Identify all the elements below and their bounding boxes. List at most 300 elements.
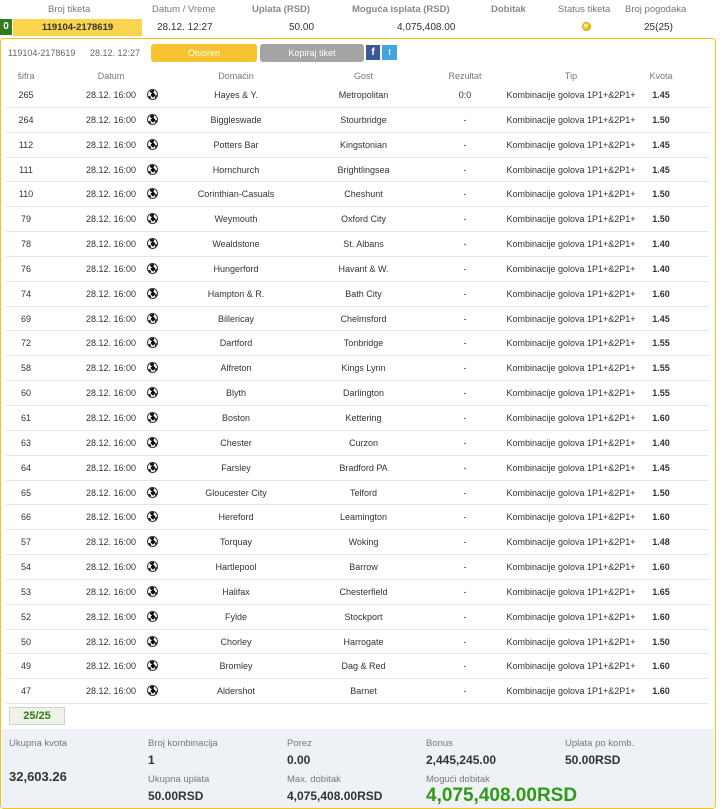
soccer-ball-icon: [147, 213, 158, 224]
match-odds: 1.50: [652, 636, 670, 647]
match-tip: Kombinacije golova 1P1+&2P1+: [506, 537, 636, 548]
match-home-team: Billericay: [217, 313, 254, 324]
max-win-label: Max. dobitak: [287, 774, 341, 785]
match-id: 111: [19, 164, 33, 175]
match-id: 265: [18, 90, 34, 100]
table-row[interactable]: [6, 307, 708, 332]
match-home-team: Potters Bar: [213, 139, 259, 150]
match-away-team: Harrogate: [343, 636, 384, 647]
soccer-ball-icon: [147, 238, 159, 250]
soccer-ball-icon: [147, 660, 159, 672]
match-away-team: Bradford PA: [339, 462, 388, 473]
match-tip: Kombinacije golova 1P1+&2P1+: [506, 388, 636, 399]
match-home-team: Weymouth: [214, 214, 258, 225]
match-date: 28.12. 16:00: [85, 288, 137, 299]
soccer-ball-icon: [147, 412, 158, 423]
match-id: 54: [20, 562, 31, 573]
match-home-team: Hayes & Y.: [214, 90, 258, 100]
soccer-ball-icon: [147, 139, 159, 151]
match-result: -: [463, 239, 467, 250]
match-away-team: Chesterfield: [339, 586, 388, 597]
match-date: 28.12. 16:00: [85, 661, 137, 672]
table-row[interactable]: [6, 257, 708, 282]
panel-ticket-datetime: 28.12. 12:27: [90, 48, 141, 58]
match-date: 28.12. 16:00: [85, 114, 137, 125]
match-result: -: [463, 412, 467, 423]
match-odds: 1.45: [652, 462, 670, 473]
match-date: 28.12. 16:00: [85, 412, 137, 423]
match-away-team: Darlington: [342, 388, 385, 399]
table-row[interactable]: [6, 282, 708, 307]
match-odds: 1.55: [652, 388, 670, 399]
match-date: 28.12. 16:00: [85, 90, 137, 100]
bonus-label: Bonus: [426, 738, 453, 749]
match-tip: Kombinacije golova 1P1+&2P1+: [506, 189, 636, 200]
match-away-team: Telford: [349, 487, 377, 498]
match-away-team: Kettering: [345, 412, 382, 423]
th-id: šifra: [17, 71, 35, 81]
match-id: 264: [18, 114, 34, 125]
match-result: -: [463, 164, 467, 175]
table-row[interactable]: [6, 381, 708, 406]
match-odds: 1.55: [652, 363, 670, 374]
match-result: -: [463, 288, 467, 299]
matches-table-header: [6, 71, 708, 83]
table-row[interactable]: [6, 605, 708, 630]
match-id: 110: [18, 189, 34, 200]
match-result: -: [463, 512, 467, 523]
match-odds: 1.60: [652, 288, 670, 299]
match-odds: 1.50: [652, 189, 670, 200]
match-date: 28.12. 16:00: [85, 487, 137, 498]
possible-win-value: 4,075,408.00RSD: [426, 785, 578, 806]
match-home-team: Hornchurch: [212, 164, 260, 175]
match-tip: Kombinacije golova 1P1+&2P1+: [506, 636, 636, 647]
match-odds: 1.60: [652, 562, 670, 573]
table-row[interactable]: [6, 356, 708, 381]
match-odds: 1.50: [652, 214, 670, 225]
match-away-team: Woking: [348, 537, 379, 548]
soccer-ball-icon: [147, 139, 158, 150]
match-id: 79: [20, 214, 31, 225]
match-odds: 1.65: [652, 586, 670, 597]
table-row[interactable]: [6, 406, 708, 431]
match-id: 58: [20, 363, 31, 374]
total-odds-label: Ukupna kvota: [9, 738, 68, 749]
match-away-team: Cheshunt: [344, 189, 383, 200]
match-away-team: Curzon: [348, 437, 378, 448]
ticket-summary-row[interactable]: [0, 17, 716, 38]
soccer-ball-icon: [147, 636, 158, 647]
match-home-team: Chester: [220, 437, 252, 448]
twitter-share-icon[interactable]: t: [382, 45, 397, 60]
th-result: Rezultat: [448, 71, 482, 81]
soccer-ball-icon: [147, 387, 159, 399]
total-payment-label: Ukupna uplata: [148, 774, 210, 785]
match-date: 28.12. 16:00: [85, 512, 137, 523]
soccer-ball-icon: [147, 437, 158, 448]
match-odds: 1.55: [652, 338, 670, 349]
match-odds: 1.50: [652, 114, 670, 125]
match-date: 28.12. 16:00: [85, 313, 137, 324]
th-date: Datum: [97, 71, 125, 81]
match-odds: 1.60: [652, 412, 670, 423]
tax-value: 0.00: [287, 753, 311, 767]
match-id: 47: [20, 686, 31, 697]
ticket-list-header: [0, 0, 716, 17]
table-row[interactable]: [6, 431, 708, 456]
soccer-ball-icon: [147, 387, 158, 398]
match-odds: 1.50: [652, 487, 670, 498]
match-date: 28.12. 16:00: [85, 388, 137, 399]
col-win-header: Dobitak: [491, 4, 526, 15]
table-row[interactable]: [6, 108, 708, 133]
match-away-team: Bath City: [345, 288, 382, 299]
match-result: -: [463, 636, 467, 647]
match-odds: 1.60: [652, 686, 670, 697]
match-home-team: Halifax: [222, 586, 250, 597]
soccer-ball-icon: [147, 536, 158, 547]
match-tip: Kombinacije golova 1P1+&2P1+: [506, 412, 636, 423]
soccer-ball-icon: [147, 164, 158, 175]
match-id: 65: [20, 487, 31, 498]
soccer-ball-icon: [147, 487, 159, 499]
soccer-ball-icon: [147, 511, 159, 523]
match-tip: Kombinacije golova 1P1+&2P1+: [506, 139, 636, 150]
match-home-team: Boston: [221, 412, 251, 423]
ticket-badge: 0: [0, 19, 12, 35]
table-row[interactable]: [6, 630, 708, 655]
match-result: -: [463, 537, 467, 548]
match-date: 28.12. 16:00: [85, 239, 137, 250]
match-id: 76: [20, 263, 31, 274]
match-away-team: Kingstonian: [339, 139, 388, 150]
combinations-value: 1: [148, 753, 155, 767]
ticket-detail-toolbar: [1, 39, 715, 69]
match-id: 112: [18, 139, 34, 150]
match-id: 60: [20, 388, 31, 399]
match-away-team: Stourbridge: [340, 114, 387, 125]
match-odds: 1.60: [652, 512, 670, 523]
facebook-share-icon[interactable]: f: [366, 45, 380, 60]
soccer-ball-icon: [147, 114, 159, 126]
max-win-value: 4,075,408.00RSD: [287, 789, 383, 803]
soccer-ball-icon: [147, 263, 158, 274]
match-odds: 1.40: [652, 263, 670, 274]
match-home-team: Biggleswade: [210, 114, 262, 125]
soccer-ball-icon: [147, 561, 158, 572]
match-away-team: Leamington: [339, 512, 388, 523]
ticket-footer-summary: [2, 729, 714, 808]
table-row[interactable]: [6, 133, 708, 158]
match-away-team: Chelmsford: [340, 313, 387, 324]
match-odds: 1.48: [652, 537, 670, 548]
ticket-payment: 50.00: [289, 22, 315, 33]
total-odds-value: 32,603.26: [9, 769, 67, 784]
soccer-ball-icon: [147, 536, 159, 548]
soccer-ball-icon: [147, 89, 159, 101]
match-result: -: [463, 214, 467, 225]
ticket-detail-panel: [0, 38, 716, 809]
match-home-team: Wealdstone: [212, 239, 260, 250]
match-result: -: [463, 363, 467, 374]
table-row[interactable]: [6, 232, 708, 257]
soccer-ball-icon: [147, 114, 158, 125]
match-home-team: Hampton & R.: [207, 288, 265, 299]
match-tip: Kombinacije golova 1P1+&2P1+: [506, 512, 636, 523]
match-result: -: [463, 487, 467, 498]
soccer-ball-icon: [147, 288, 158, 299]
table-row[interactable]: [6, 481, 708, 506]
match-date: 28.12. 16:00: [85, 611, 137, 622]
match-result: -: [463, 437, 467, 448]
match-away-team: Kings Lynn: [341, 363, 386, 374]
match-tip: Kombinacije golova 1P1+&2P1+: [506, 288, 636, 299]
col-possible-header: Moguća isplata (RSD): [352, 4, 450, 15]
soccer-ball-icon: [147, 213, 159, 225]
soccer-ball-icon: [147, 337, 158, 348]
matches-table-body: [6, 83, 708, 704]
match-tip: Kombinacije golova 1P1+&2P1+: [506, 363, 636, 374]
match-home-team: Chorley: [220, 636, 252, 647]
th-tip: Tip: [564, 71, 578, 81]
table-row[interactable]: [6, 207, 708, 232]
match-date: 28.12. 16:00: [85, 686, 137, 697]
match-result: -: [463, 462, 467, 473]
ticket-id-cell[interactable]: 119104-2178619: [13, 19, 142, 36]
soccer-ball-icon: [147, 337, 159, 349]
soccer-ball-icon: [147, 586, 159, 598]
match-home-team: Blyth: [225, 388, 246, 399]
table-row[interactable]: [6, 679, 708, 704]
match-id: 64: [20, 462, 31, 473]
match-home-team: Alfreton: [220, 363, 252, 374]
match-odds: 1.40: [652, 437, 670, 448]
match-result: -: [463, 611, 467, 622]
match-tip: Kombinacije golova 1P1+&2P1+: [506, 214, 636, 225]
match-home-team: Farsley: [221, 462, 251, 473]
soccer-ball-icon: [147, 313, 158, 324]
table-row[interactable]: [6, 530, 708, 555]
match-tip: Kombinacije golova 1P1+&2P1+: [506, 263, 636, 274]
soccer-ball-icon: [147, 362, 158, 373]
table-row[interactable]: [6, 654, 708, 679]
table-row[interactable]: [6, 158, 708, 183]
hits-badge: 25/25: [9, 707, 65, 725]
match-date: 28.12. 16:00: [85, 164, 137, 175]
soccer-ball-icon: [147, 660, 158, 671]
match-home-team: Hereford: [218, 512, 254, 523]
soccer-ball-icon: [147, 636, 159, 648]
match-id: 69: [20, 313, 31, 324]
match-date: 28.12. 16:00: [85, 338, 137, 349]
match-result: -: [463, 114, 467, 125]
soccer-ball-icon: [147, 263, 159, 275]
soccer-ball-icon: [147, 437, 159, 449]
soccer-ball-icon: [147, 188, 159, 200]
match-away-team: Barrow: [349, 562, 378, 573]
match-date: 28.12. 16:00: [85, 139, 137, 150]
match-away-team: Havant & W.: [338, 263, 389, 274]
match-tip: Kombinacije golova 1P1+&2P1+: [506, 338, 636, 349]
match-result: -: [463, 139, 467, 150]
per-combination-value: 50.00RSD: [565, 753, 621, 767]
per-combination-label: Uplata po komb.: [565, 738, 635, 749]
match-away-team: Dag & Red: [341, 661, 386, 672]
soccer-ball-icon: [147, 561, 159, 573]
match-result: -: [463, 338, 467, 349]
match-date: 28.12. 16:00: [85, 462, 137, 473]
soccer-ball-icon: [147, 487, 158, 498]
soccer-ball-icon: [147, 164, 159, 176]
match-id: 61: [20, 412, 31, 423]
match-date: 28.12. 16:00: [85, 537, 137, 548]
soccer-ball-icon: [147, 313, 159, 325]
match-id: 50: [20, 636, 31, 647]
total-payment-value: 50.00RSD: [148, 789, 204, 803]
match-result: -: [463, 313, 467, 324]
match-away-team: Stockport: [344, 611, 383, 622]
col-hits-header: Broj pogodaka: [625, 4, 687, 15]
match-tip: Kombinacije golova 1P1+&2P1+: [506, 462, 636, 473]
soccer-ball-icon: [147, 462, 158, 473]
copy-ticket-button[interactable]: Kopiraj tiket: [260, 44, 364, 62]
ticket-possible-payout: 4,075,408.00: [397, 22, 456, 33]
soccer-ball-icon: [147, 685, 158, 696]
match-result: -: [463, 661, 467, 672]
ticket-datetime: 28.12. 12:27: [157, 22, 213, 33]
match-tip: Kombinacije golova 1P1+&2P1+: [506, 487, 636, 498]
col-status-header: Status tiketa: [558, 4, 611, 15]
match-id: 52: [20, 611, 31, 622]
match-date: 28.12. 16:00: [85, 263, 137, 274]
match-date: 28.12. 16:00: [85, 562, 137, 573]
ticket-hits: 25(25): [644, 22, 673, 33]
table-row[interactable]: [6, 555, 708, 580]
match-result: -: [463, 388, 467, 399]
bonus-value: 2,445,245.00: [426, 753, 497, 767]
table-row[interactable]: [6, 83, 708, 108]
soccer-ball-icon: [147, 362, 159, 374]
match-home-team: Aldershot: [216, 686, 256, 697]
match-date: 28.12. 16:00: [85, 363, 137, 374]
soccer-ball-icon: [147, 188, 158, 199]
match-result: -: [463, 189, 467, 200]
match-home-team: Bromley: [219, 661, 253, 672]
status-indicator-icon: [582, 22, 591, 31]
panel-ticket-id: 119104-2178619: [8, 48, 76, 58]
table-row[interactable]: [6, 580, 708, 605]
match-home-team: Hartlepool: [215, 562, 257, 573]
match-tip: Kombinacije golova 1P1+&2P1+: [506, 611, 636, 622]
match-away-team: Oxford City: [340, 214, 386, 225]
match-home-team: Dartford: [219, 338, 253, 349]
match-odds: 1.45: [652, 139, 670, 150]
col-ticket-header: Broj tiketa: [48, 4, 91, 15]
soccer-ball-icon: [147, 511, 158, 522]
match-odds: 1.60: [652, 661, 670, 672]
match-id: 74: [20, 288, 31, 299]
match-tip: Kombinacije golova 1P1+&2P1+: [506, 661, 636, 672]
match-tip: Kombinacije golova 1P1+&2P1+: [506, 586, 636, 597]
possible-win-label: Mogući dobitak: [426, 774, 490, 785]
table-row[interactable]: [6, 182, 708, 207]
match-tip: Kombinacije golova 1P1+&2P1+: [506, 164, 636, 175]
th-home: Domaćin: [218, 71, 254, 81]
match-away-team: Barnet: [350, 686, 377, 697]
match-tip: Kombinacije golova 1P1+&2P1+: [506, 313, 636, 324]
match-tip: Kombinacije golova 1P1+&2P1+: [506, 562, 636, 573]
match-id: 53: [20, 586, 31, 597]
match-id: 49: [20, 661, 31, 672]
match-id: 57: [20, 537, 31, 548]
table-row[interactable]: [6, 505, 708, 530]
combinations-label: Broj kombinacija: [148, 738, 218, 749]
match-odds: 1.40: [652, 239, 670, 250]
soccer-ball-icon: [147, 611, 158, 622]
match-result: -: [463, 686, 467, 697]
soccer-ball-icon: [147, 685, 159, 697]
soccer-ball-icon: [147, 412, 159, 424]
match-odds: 1.45: [652, 90, 670, 100]
col-payment-header: Uplata (RSD): [252, 4, 311, 15]
match-result: 0:0: [458, 90, 472, 100]
soccer-ball-icon: [147, 462, 159, 474]
match-away-team: Metropolitan: [338, 90, 389, 100]
match-home-team: Gloucester City: [205, 487, 267, 498]
soccer-ball-icon: [147, 611, 159, 623]
match-tip: Kombinacije golova 1P1+&2P1+: [506, 437, 636, 448]
match-away-team: St. Albans: [343, 239, 384, 250]
match-id: 63: [20, 437, 31, 448]
soccer-ball-icon: [147, 238, 158, 249]
tax-label: Porez: [287, 738, 312, 749]
match-date: 28.12. 16:00: [85, 214, 137, 225]
match-away-team: Brightlingsea: [337, 164, 390, 175]
match-home-team: Torquay: [219, 537, 253, 548]
match-home-team: Corinthian-Casuals: [197, 189, 275, 200]
soccer-ball-icon: [147, 89, 158, 100]
match-id: 72: [20, 338, 31, 349]
match-id: 78: [20, 239, 31, 250]
col-datetime-header: Datum / Vreme: [152, 4, 216, 15]
match-tip: Kombinacije golova 1P1+&2P1+: [506, 686, 636, 697]
match-date: 28.12. 16:00: [85, 189, 137, 200]
match-date: 28.12. 16:00: [85, 586, 137, 597]
match-home-team: Fylde: [224, 611, 247, 622]
match-home-team: Hungerford: [213, 263, 259, 274]
match-date: 28.12. 16:00: [85, 437, 137, 448]
match-odds: 1.45: [652, 313, 670, 324]
match-odds: 1.60: [652, 611, 670, 622]
match-result: -: [463, 586, 467, 597]
th-odds: Kvota: [649, 71, 673, 81]
match-id: 66: [20, 512, 31, 523]
match-result: -: [463, 263, 467, 274]
table-row[interactable]: [6, 456, 708, 481]
soccer-ball-icon: [147, 288, 159, 300]
open-status-button[interactable]: Otvoren: [151, 44, 257, 62]
soccer-ball-icon: [147, 586, 158, 597]
match-away-team: Tonbridge: [343, 338, 384, 349]
match-tip: Kombinacije golova 1P1+&2P1+: [506, 239, 636, 250]
match-result: -: [463, 562, 467, 573]
match-date: 28.12. 16:00: [85, 636, 137, 647]
match-tip: Kombinacije golova 1P1+&2P1+: [506, 114, 636, 125]
table-row[interactable]: [6, 331, 708, 356]
th-away: Gost: [353, 71, 373, 81]
match-tip: Kombinacije golova 1P1+&2P1+: [506, 90, 636, 100]
